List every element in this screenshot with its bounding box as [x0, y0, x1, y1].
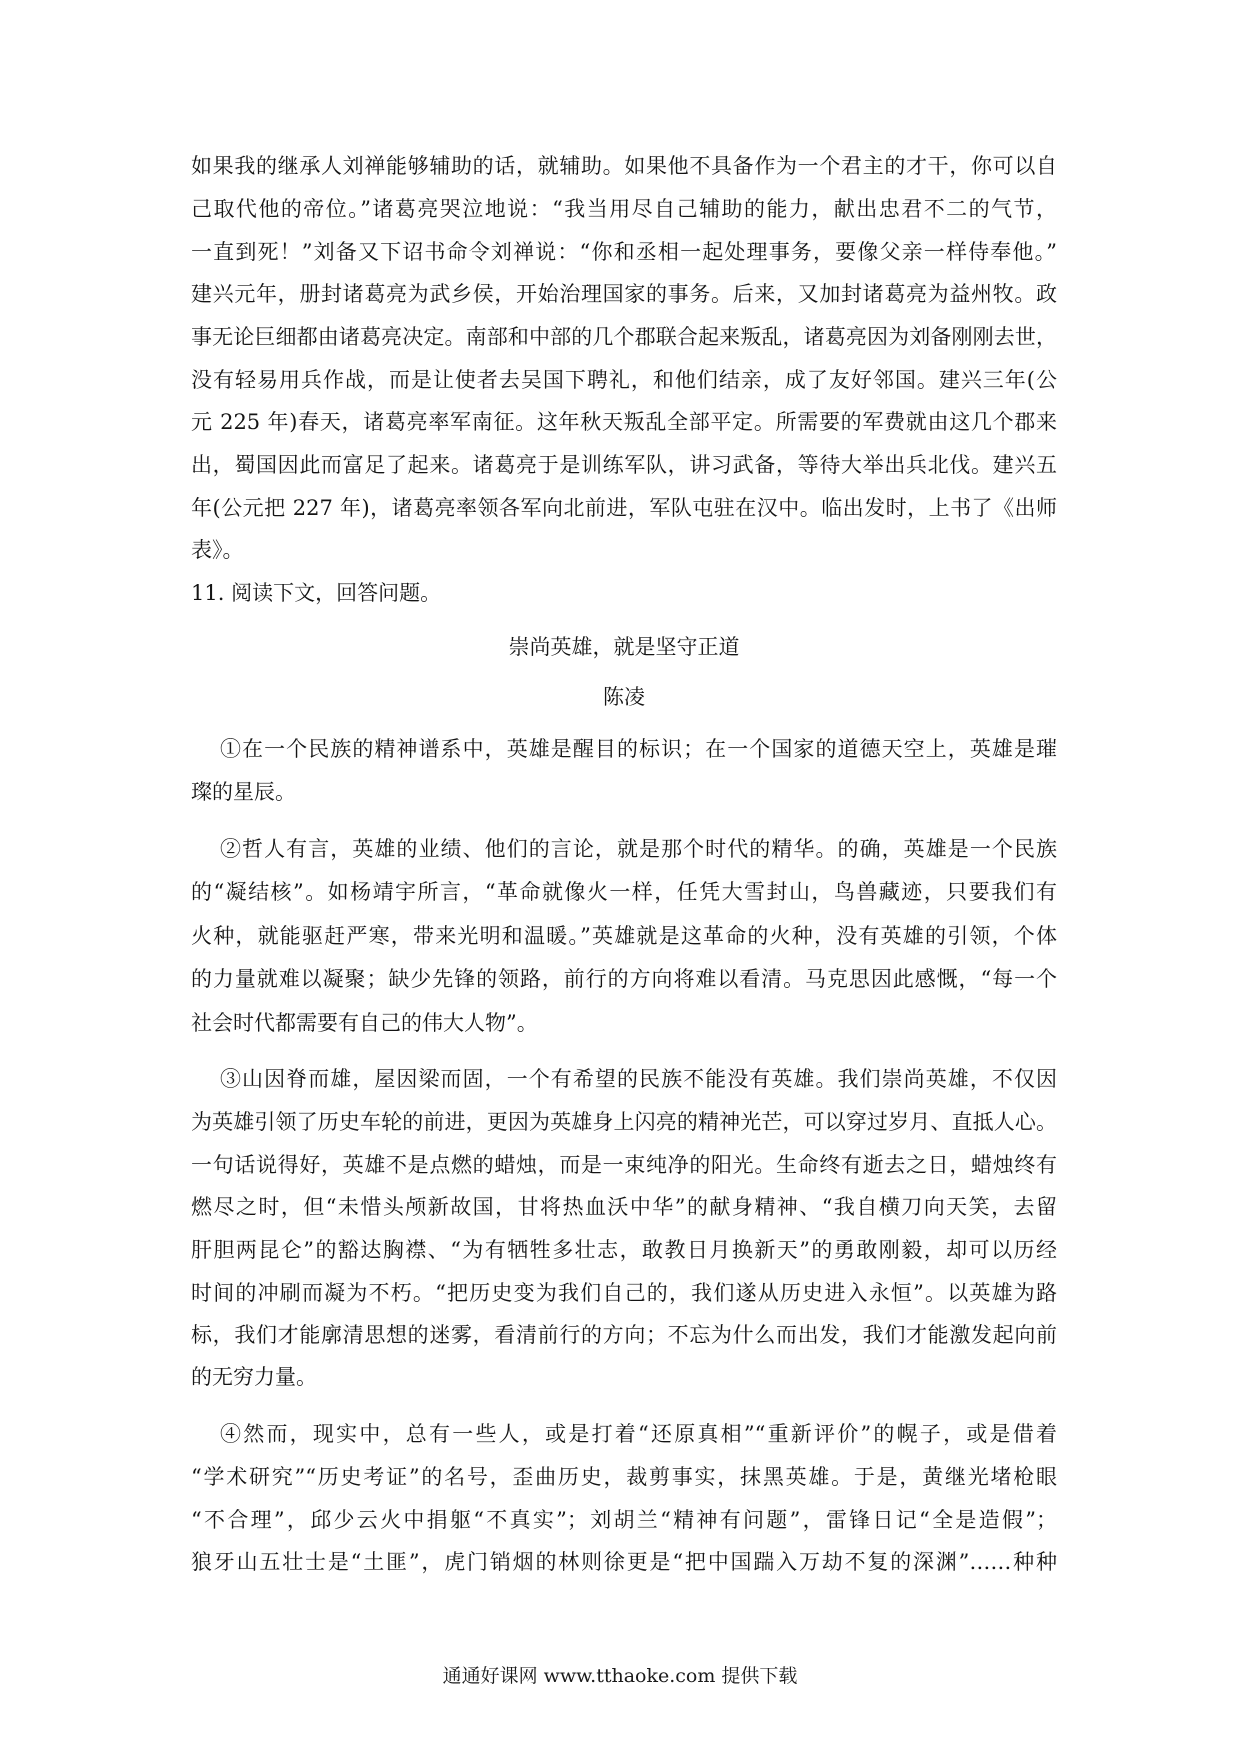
question-prompt: 11. 阅读下文，回答问题。 [191, 581, 442, 605]
text-line: 社会时代都需要有自己的伟大人物”。 [191, 1011, 538, 1035]
text-line: 狼牙山五壮士是“土匪”，虎门销烟的林则徐更是“把中国踹入万劫不复的深渊”……种种 [191, 1550, 1057, 1574]
text-line: 年(公元把 227 年)，诸葛亮率领各军向北前进，军队屯驻在汉中。临出发时，上书了《出师 [191, 496, 1057, 520]
text-line: 建兴元年，册封诸葛亮为武乡侯，开始治理国家的事务。后来，又加封诸葛亮为益州牧。政 [191, 282, 1057, 306]
text-line: 的“凝结核”。如杨靖宇所言，“革命就像火一样，任凭大雪封山，鸟兽藏迹，只要我们有 [191, 880, 1057, 904]
text-line: 火种，就能驱赶严寒，带来光明和温暖。”英雄就是这革命的火种，没有英雄的引领，个体 [191, 924, 1057, 948]
text-line: 为英雄引领了历史车轮的前进，更因为英雄身上闪亮的精神光芒，可以穿过岁月、直抵人心。 [191, 1110, 1057, 1134]
text-line: 肝胆两昆仑”的豁达胸襟、“为有牺牲多壮志，敢教日月换新天”的勇敢刚毅，却可以历经 [191, 1238, 1057, 1262]
text-line: 一句话说得好，英雄不是点燃的蜡烛，而是一束纯净的阳光。生命终有逝去之日，蜡烛终有 [191, 1153, 1057, 1177]
text-line: 标，我们才能廓清思想的迷雾，看清前行的方向；不忘为什么而出发，我们才能激发起向前 [191, 1323, 1057, 1347]
article-title: 崇尚英雄，就是坚守正道 [508, 635, 740, 659]
text-line: 一直到死！”刘备又下诏书命令刘禅说：“你和丞相一起处理事务，要像父亲一样侍奉他。” [191, 240, 1057, 264]
text-line: 没有轻易用兵作战，而是让使者去吴国下聘礼，和他们结亲，成了友好邻国。建兴三年(公 [191, 368, 1057, 392]
text-line: ②哲人有言，英雄的业绩、他们的言论，就是那个时代的精华。的确，英雄是一个民族 [220, 837, 1057, 861]
text-line: 出，蜀国因此而富足了起来。诸葛亮于是训练军队，讲习武备，等待大举出兵北伐。建兴五 [191, 453, 1057, 477]
text-line: 事无论巨细都由诸葛亮决定。南部和中部的几个郡联合起来叛乱，诸葛亮因为刘备刚刚去世， [191, 325, 1057, 349]
text-line: “学术研究”“历史考证”的名号，歪曲历史，裁剪事实，抹黑英雄。于是，黄继光堵枪眼 [191, 1465, 1057, 1489]
text-line: 的无穷力量。 [191, 1365, 317, 1389]
text-line: 璨的星辰。 [191, 780, 296, 804]
text-line: ①在一个民族的精神谱系中，英雄是醒目的标识；在一个国家的道德天空上，英雄是璀 [220, 737, 1057, 761]
text-line: 时间的冲刷而凝为不朽。“把历史变为我们自己的，我们遂从历史进入永恒”。以英雄为路 [191, 1281, 1057, 1305]
text-line: “不合理”，邱少云火中捐躯“不真实”；刘胡兰“精神有问题”，雷锋日记“全是造假”； [191, 1508, 1057, 1532]
text-line: 元 225 年)春天，诸葛亮率军南征。这年秋天叛乱全部平定。所需要的军费就由这几个郡来 [191, 410, 1057, 434]
text-line: 燃尽之时，但“未惜头颅新故国，甘将热血沃中华”的献身精神、“我自横刀向天笑，去留 [191, 1195, 1057, 1219]
text-line: ③山因脊而雄，屋因梁而固，一个有希望的民族不能没有英雄。我们崇尚英雄，不仅因 [220, 1067, 1057, 1091]
footer-source-note: 通通好课网 www.tthaoke.com 提供下载 [442, 1665, 798, 1687]
text-line: 表》。 [191, 538, 244, 562]
text-line: 己取代他的帝位。”诸葛亮哭泣地说：“我当用尽自己辅助的能力，献出忠君不二的气节， [191, 197, 1057, 221]
article-author: 陈凌 [603, 685, 645, 709]
text-line: ④然而，现实中，总有一些人，或是打着“还原真相”“重新评价”的幌子，或是借着 [220, 1422, 1057, 1446]
text-line: 如果我的继承人刘禅能够辅助的话，就辅助。如果他不具备作为一个君主的才干，你可以自 [191, 154, 1057, 178]
text-line: 的力量就难以凝聚；缺少先锋的领路，前行的方向将难以看清。马克思因此感慨，“每一个 [191, 967, 1057, 991]
